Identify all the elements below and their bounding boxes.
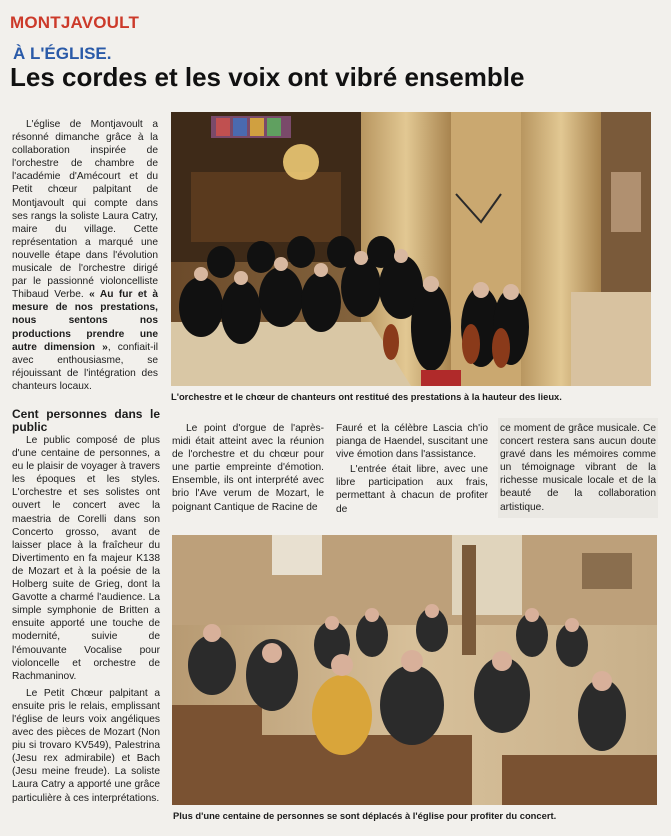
middle-col-a bbox=[172, 422, 324, 514]
middle-col-b2-text: L'entrée était libre, avec une libre participation aux frais, permettant à chacun de profiter de bbox=[336, 464, 488, 515]
middle-col-b bbox=[336, 422, 488, 516]
kicker-town: MONTJAVOULT bbox=[10, 13, 140, 32]
middle-col-b-text: Fauré et la célèbre Lascia ch'io pianga de Haendel, suscitant une vive émotion dans l'assistance. bbox=[336, 423, 488, 461]
section2-heading: Cent personnes dans le public bbox=[12, 407, 160, 434]
intro-text: L'église de Montjavoult a résonné dimanche grâce à la collaboration inspirée de l'orchestre de chambre de l'académie d'Amécourt et du Petit chœur palpitant de Montjavoult qui compte dans ses rangs la soliste Laura Catry, maire du village. Cette représentation a marqué une nouvelle étape dans l'évolution musicale de l'orchestre dirigé par le passionné violoncelliste Thibaud Verbe. bbox=[12, 119, 158, 301]
section-label: À L'ÉGLISE. bbox=[13, 44, 112, 63]
middle-col-c bbox=[498, 418, 658, 518]
photo2-caption: Plus d'une centaine de personnes se sont déplacés à l'église pour profiter du concert. bbox=[173, 810, 557, 821]
photo1-caption: L'orchestre et le chœur de chanteurs ont restitué des prestations à la hauteur des lieux. bbox=[171, 391, 562, 402]
article-title: Les cordes et les voix ont vibré ensemble bbox=[10, 62, 525, 92]
intro-quote: « Au fur et à mesure de nos prestations, nous sentons nos productions prendre une autre dimension » bbox=[12, 289, 158, 353]
section2-p2: Le Petit Chœur palpitant a ensuite pris le relais, emplissant l'église de leurs voix angéliques avec des pièces de Mozart (Non piu si trovaro KV549), Palestrina (Jesu rex admirabile) et Bach (Jesu meine freude). La soliste Laura Catry a apporté une grâce particulière à ces interprétations. bbox=[12, 687, 160, 804]
intro-column bbox=[12, 118, 158, 393]
section2-column bbox=[12, 408, 160, 805]
orchestra-photo bbox=[171, 112, 651, 386]
intro-text-end: , confiait-il avec enthousiasme, se réjouissant de l'intégration des chanteurs locaux. bbox=[12, 341, 159, 392]
middle-col-a-text: Le point d'orgue de l'après-midi était atteint avec la réunion de l'orchestre et du chœur pour une partie empreinte d'émotion. Ensemble, ils ont interprété avec brio l'Ave verum de Mozart, le poignant Cantique de Racine de bbox=[172, 423, 324, 513]
audience-photo bbox=[172, 535, 657, 805]
section2-p1: Le public composé de plus d'une centaine de personnes, a eu le plaisir de voyager à travers les époques et les styles. L'orchestre et ses solistes ont ouvert le concert avec la maestria de Corelli dans son Concerto grosso, avant de laisser place à la fraîcheur du Divertimento en fa majeur K138 de Mozart et à la poésie de la Holberg suite de Grieg, dont la Gavotte a charmé l'audience. La simple symphonie de Britten a ensuite apporté une touche de modernité, suivie de l'émouvante Vocalise pour violoncelle et orchestre de Rachmaninov. bbox=[12, 435, 160, 682]
middle-col-c-text: ce moment de grâce musicale. Ce concert restera sans aucun doute gravé dans les mémoires comme un témoignage vibrant de la richesse musicale locale et de la beauté de la collaboration artistique. bbox=[500, 423, 656, 513]
